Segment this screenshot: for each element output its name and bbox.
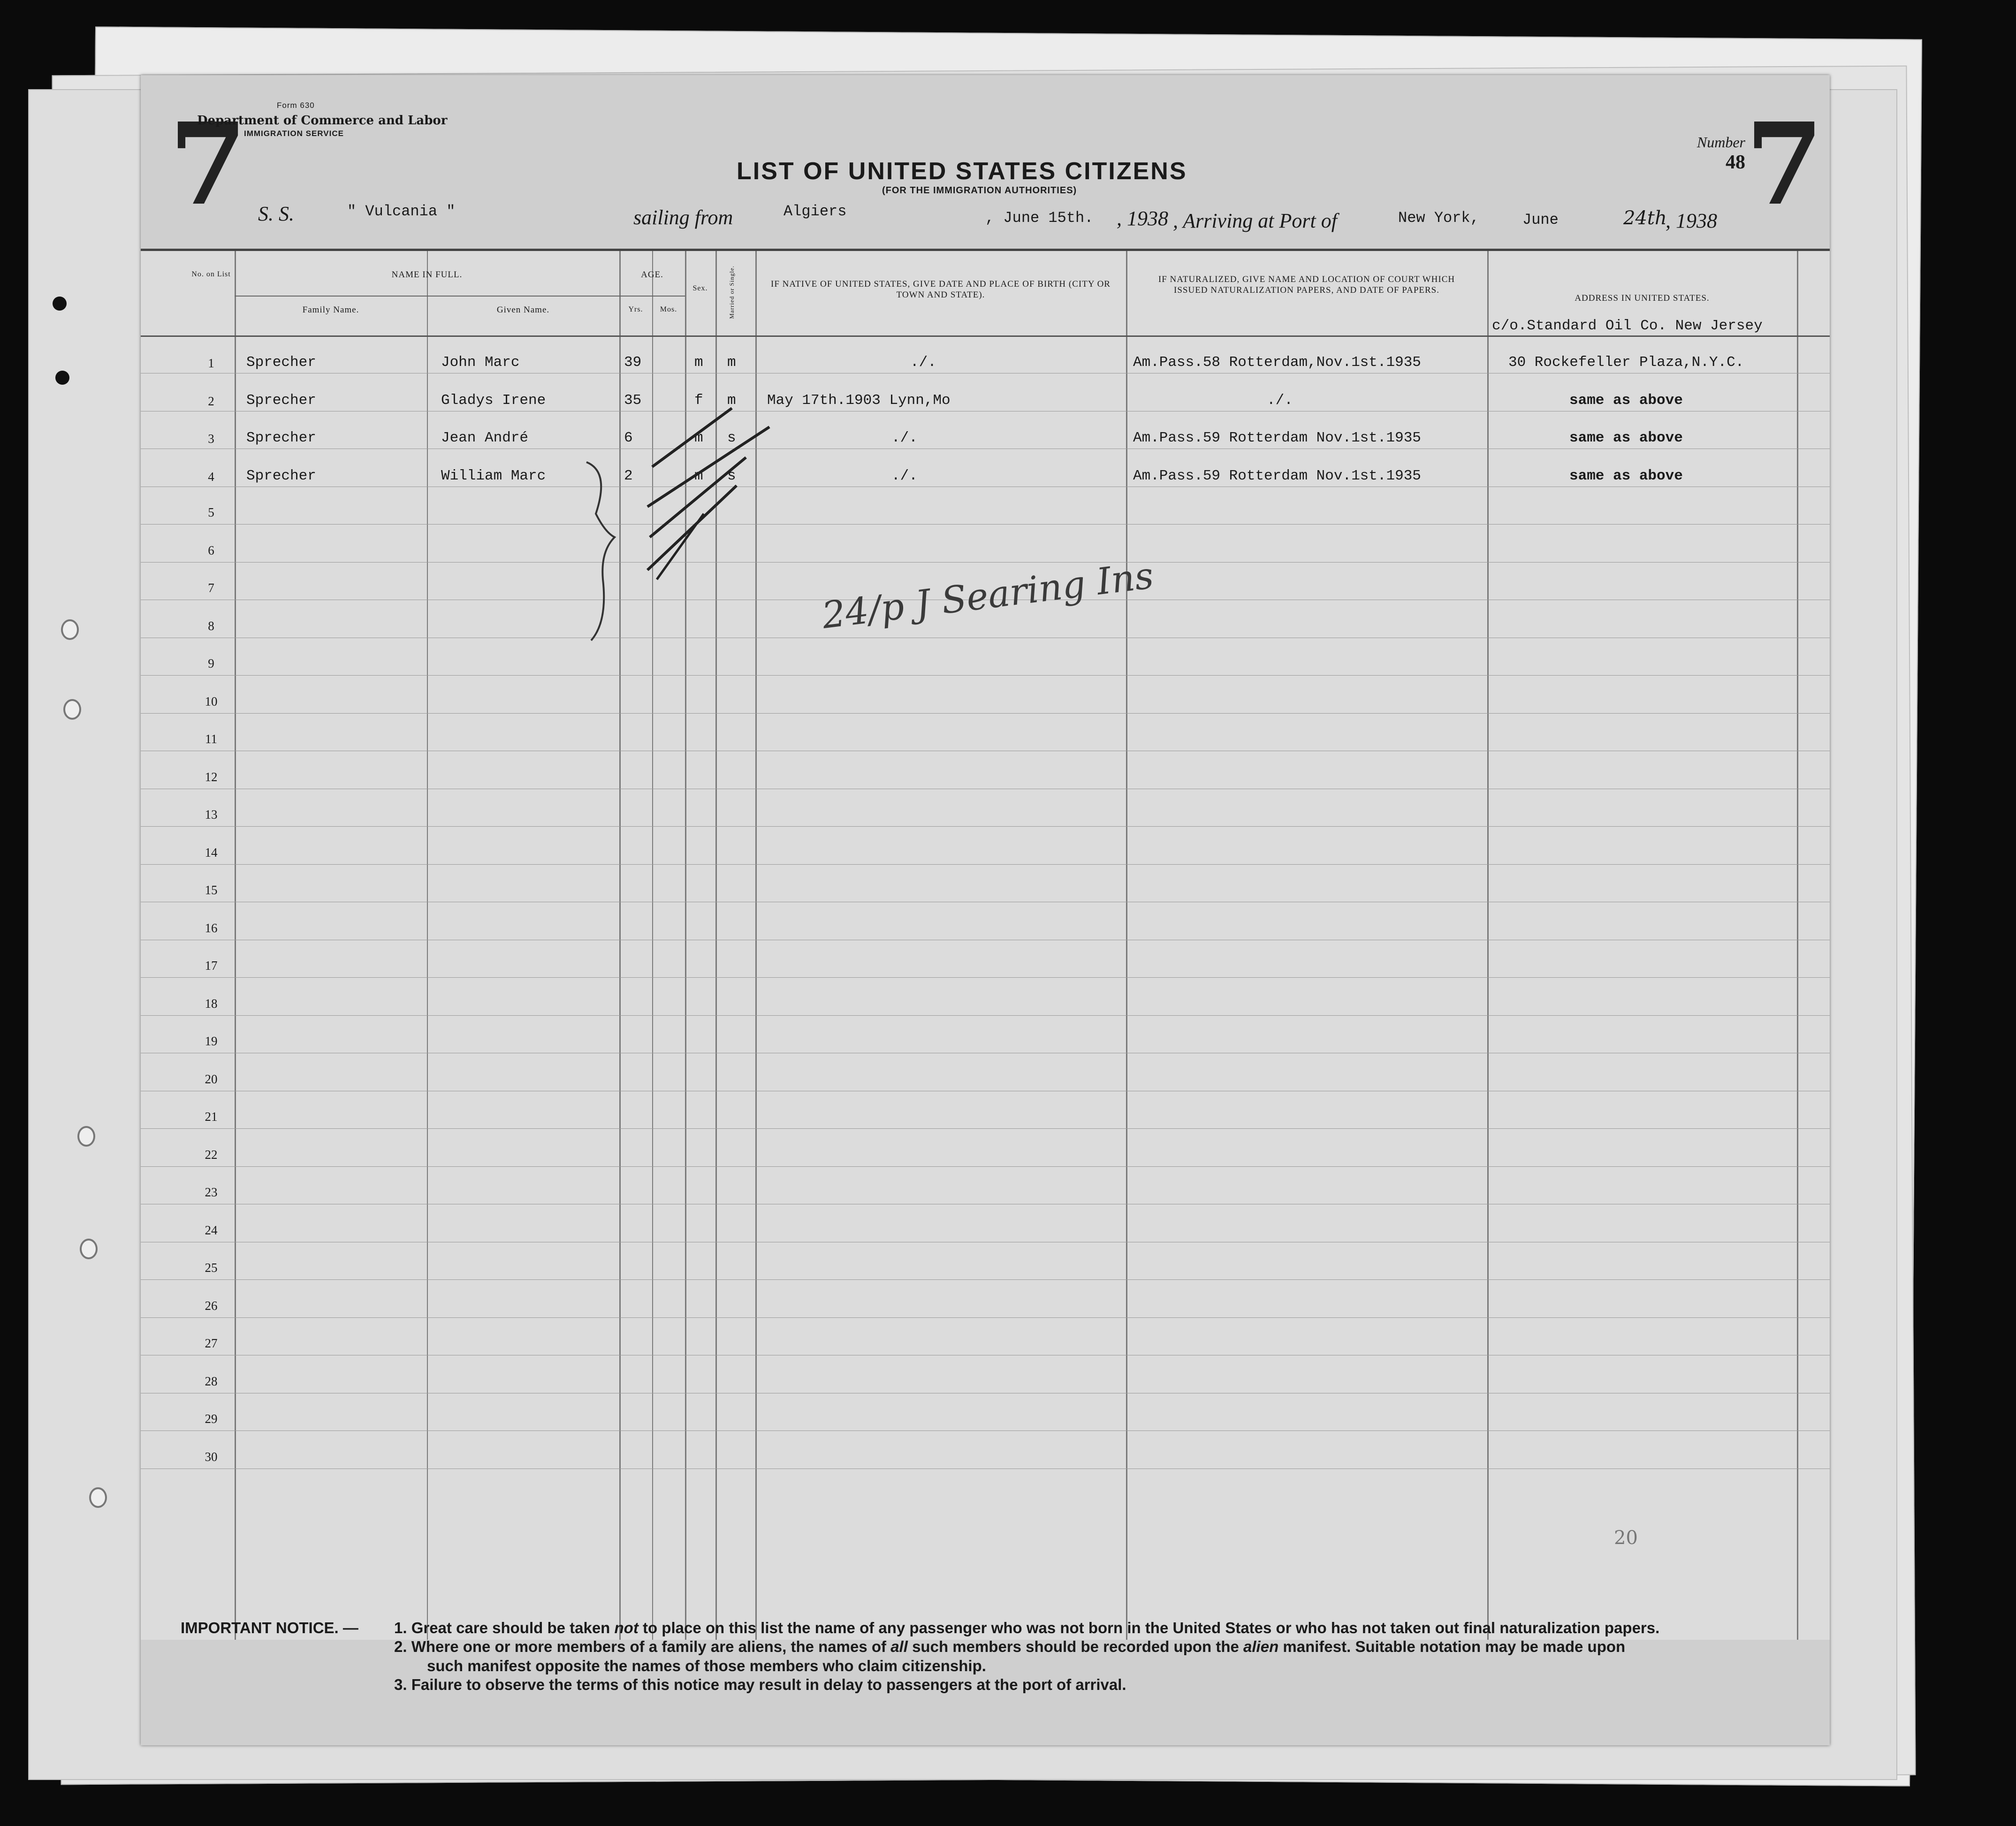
form-code: Form 630	[277, 101, 315, 110]
row-number: 27	[205, 1336, 218, 1350]
cell-family: Sprecher	[246, 467, 316, 484]
col-naturalized: IF NATURALIZED, GIVE NAME AND LOCATION OF COURT WHICH ISSUED NATURALIZATION PAPERS, AND DATE OF PAPERS.	[1158, 274, 1455, 295]
cell-sex: m	[694, 467, 703, 484]
passenger-table	[141, 249, 1830, 1640]
cell-native: ./.	[910, 354, 936, 371]
important-notice-text	[394, 1619, 1811, 1694]
col-name-in-full: NAME IN FULL.	[391, 270, 463, 280]
notice-line-1: 1. Great care should be taken not to place on this list the name of any passenger who was not born in the United States or who has not taken out final naturalization papers.	[394, 1619, 1660, 1636]
row-number: 18	[205, 996, 218, 1011]
row-number: 9	[208, 656, 214, 670]
cell-given: William Marc	[441, 467, 546, 484]
binder-ring	[80, 1239, 98, 1259]
list-number: 48	[1726, 152, 1745, 173]
row-number: 20	[205, 1072, 218, 1086]
row-number: 28	[205, 1374, 218, 1388]
cell-naturalized: Am.Pass.59 Rotterdam Nov.1st.1935	[1133, 430, 1421, 446]
cell-given: Gladys Irene	[441, 392, 546, 409]
binder-ring	[63, 699, 81, 720]
col-age-years: Yrs.	[628, 305, 643, 313]
row-number: 7	[208, 581, 214, 595]
row-number: 17	[205, 959, 218, 973]
row-number: 10	[205, 694, 218, 708]
cell-address-line1: c/o.Standard Oil Co. New Jersey	[1492, 318, 1763, 334]
cell-marital: s	[727, 430, 736, 446]
cell-address: same as above	[1569, 430, 1683, 446]
ship-name: " Vulcania "	[347, 203, 456, 220]
cell-naturalized: Am.Pass.58 Rotterdam,Nov.1st.1935	[1133, 354, 1421, 371]
corner-stamp: 20	[1614, 1527, 1638, 1549]
cell-family: Sprecher	[246, 430, 316, 446]
row-number: 29	[205, 1412, 218, 1426]
form-number-seven-left: 7	[169, 98, 247, 230]
cell-marital: s	[727, 467, 736, 484]
cell-given: John Marc	[441, 354, 520, 371]
handwritten-marks	[141, 251, 1830, 1640]
departure-year: , 1938	[1117, 207, 1168, 230]
row-number: 4	[208, 469, 214, 484]
number-label: Number	[1696, 134, 1745, 151]
arrival-day: 24th	[1623, 207, 1667, 229]
col-given-name: Given Name.	[496, 305, 550, 315]
row-number: 22	[205, 1147, 218, 1162]
row-number: 6	[208, 543, 214, 557]
cell-yrs: 2	[624, 467, 633, 484]
page-title: LIST OF UNITED STATES CITIZENS	[737, 158, 1187, 185]
departure-port: Algiers	[784, 203, 847, 220]
row-number: 12	[205, 769, 218, 784]
binder-hole	[55, 371, 69, 385]
notice-line-3: 3. Failure to observe the terms of this notice may result in delay to passengers at the port of arrival.	[394, 1675, 1126, 1693]
notice-line-2: 2. Where one or more members of a family are aliens, the names of all such members should be recorded upon the alien manifest. Suitable notation may be made upon	[394, 1638, 1626, 1656]
row-number: 5	[208, 505, 214, 519]
row-number: 14	[205, 845, 218, 860]
arrival-year: , 1938	[1666, 209, 1717, 232]
cell-address: same as above	[1569, 467, 1683, 484]
row-number: 11	[205, 732, 217, 746]
page-subtitle: (FOR THE IMMIGRATION AUTHORITIES)	[882, 185, 1077, 196]
ss-label: S. S.	[258, 202, 294, 225]
inspector-signature: 24/p J Searing Ins	[820, 555, 1156, 637]
col-age: AGE.	[641, 270, 663, 280]
binder-ring	[89, 1487, 107, 1508]
row-number: 23	[205, 1185, 218, 1199]
col-address: ADDRESS IN UNITED STATES.	[1575, 293, 1710, 303]
form-number-seven-right: 7	[1745, 98, 1824, 230]
cell-yrs: 39	[624, 354, 642, 371]
department-name: Department of Commerce and Labor	[197, 114, 448, 128]
important-notice-label: IMPORTANT NOTICE. —	[181, 1619, 358, 1636]
row-number: 8	[208, 618, 214, 633]
cell-naturalized: ./.	[1267, 392, 1293, 409]
cell-sex: f	[694, 392, 703, 409]
row-number: 15	[205, 883, 218, 897]
col-number: No. on List	[191, 270, 231, 278]
sailing-label: sailing from	[633, 206, 733, 229]
row-number: 1	[208, 356, 214, 370]
binder-ring	[77, 1126, 95, 1147]
cell-native: ./.	[891, 430, 918, 446]
row-number: 16	[205, 921, 218, 935]
row-number: 2	[208, 394, 214, 408]
cell-given: Jean André	[441, 430, 529, 446]
notice-line-2b: such manifest opposite the names of those members who claim citizenship.	[427, 1657, 986, 1674]
row-number: 13	[205, 807, 218, 822]
cell-native: May 17th.1903 Lynn,Mo	[767, 392, 951, 409]
col-family-name: Family Name.	[302, 305, 359, 315]
col-age-months: Mos.	[660, 305, 677, 313]
binder-hole	[53, 297, 67, 311]
cell-family: Sprecher	[246, 354, 316, 371]
row-number: 24	[205, 1223, 218, 1237]
cell-family: Sprecher	[246, 392, 316, 409]
arrival-port: New York,	[1398, 209, 1479, 227]
col-married-single: Married or Single.	[728, 265, 736, 319]
row-number: 21	[205, 1110, 218, 1124]
cell-marital: m	[727, 392, 736, 409]
cell-yrs: 35	[624, 392, 642, 409]
row-number: 19	[205, 1034, 218, 1048]
cell-marital: m	[727, 354, 736, 371]
row-number: 25	[205, 1261, 218, 1275]
service-name: IMMIGRATION SERVICE	[244, 129, 344, 138]
cell-yrs: 6	[624, 430, 633, 446]
col-native-birth: IF NATIVE OF UNITED STATES, GIVE DATE AND PLACE OF BIRTH (CITY OR TOWN AND STATE).	[771, 279, 1111, 300]
manifest-sheet	[141, 75, 1830, 1745]
cell-sex: m	[694, 354, 703, 371]
arrival-month: June	[1522, 211, 1559, 228]
cell-native: ./.	[891, 467, 918, 484]
cell-sex: m	[694, 430, 703, 446]
col-sex: Sex.	[692, 284, 708, 292]
row-number: 30	[205, 1449, 218, 1464]
cell-naturalized: Am.Pass.59 Rotterdam Nov.1st.1935	[1133, 467, 1421, 484]
row-number: 3	[208, 432, 214, 446]
arriving-label: , Arriving at Port of	[1173, 209, 1337, 232]
departure-date: , June 15th.	[985, 209, 1094, 227]
cell-address: same as above	[1569, 392, 1683, 409]
cell-address: 30 Rockefeller Plaza,N.Y.C.	[1508, 354, 1744, 371]
binder-ring	[61, 619, 79, 640]
row-number: 26	[205, 1298, 218, 1313]
